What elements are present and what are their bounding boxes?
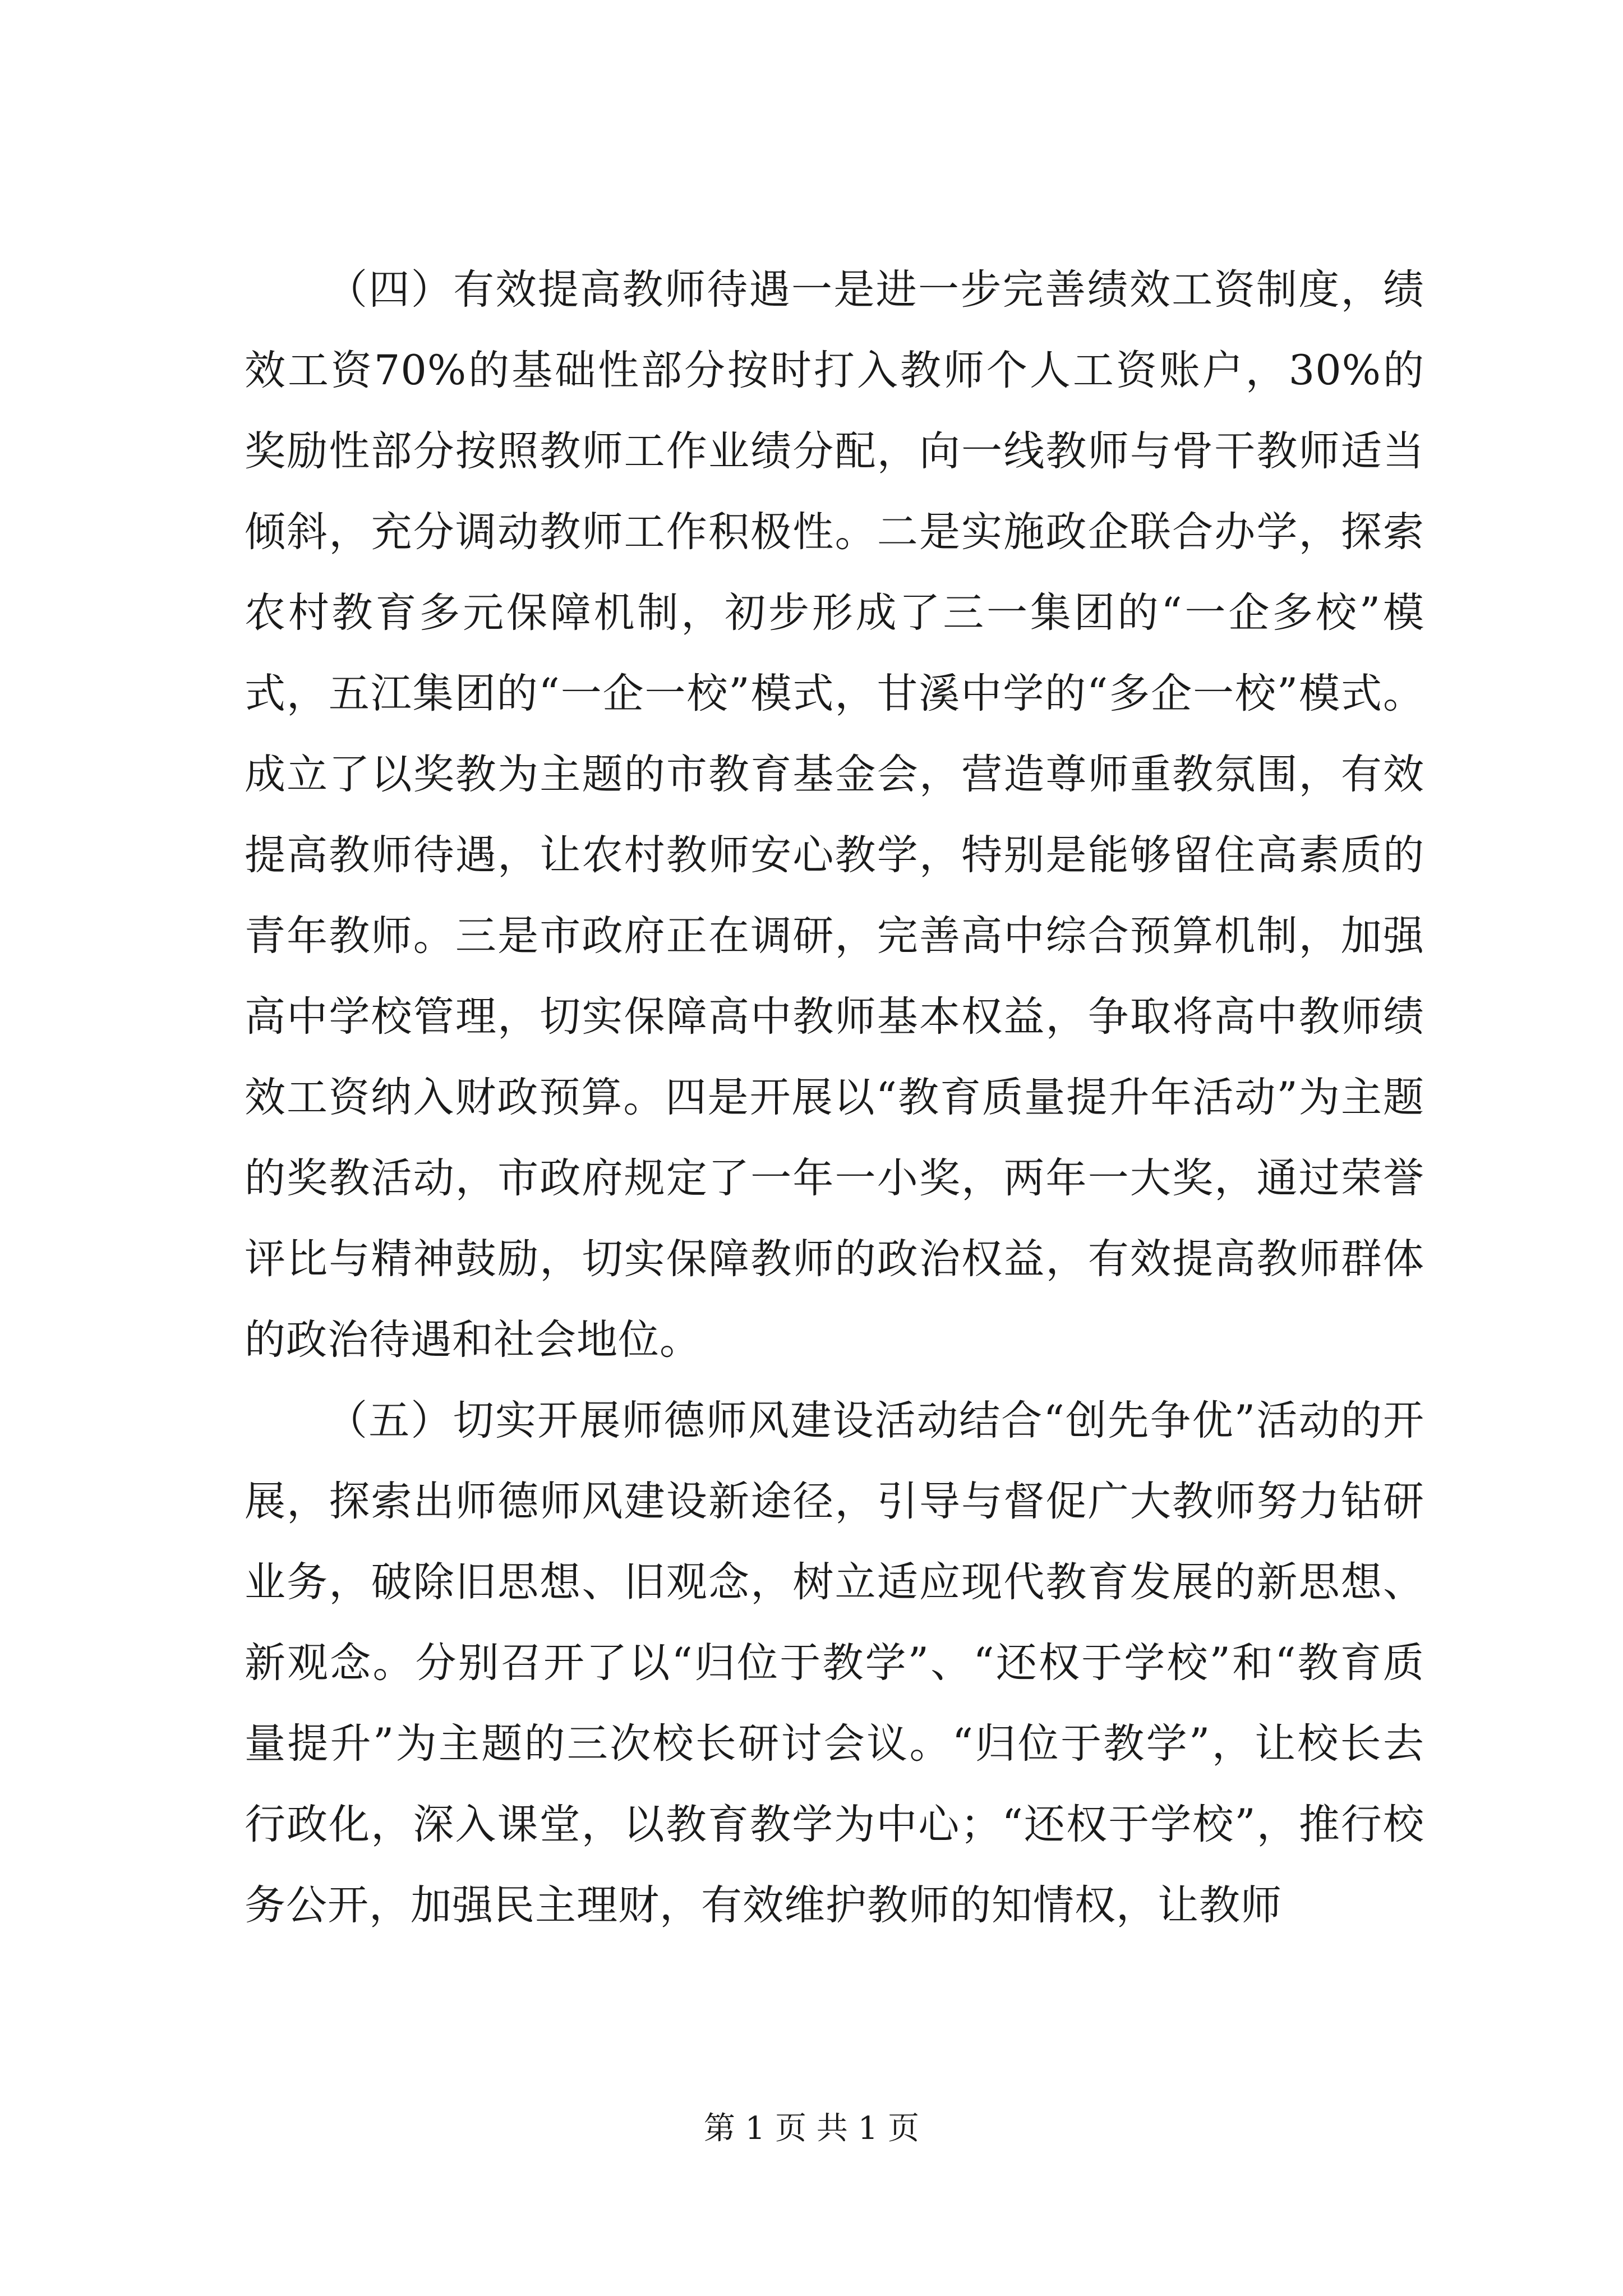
document-body — [245, 250, 1424, 1946]
page-number-footer: 第 1 页 共 1 页 — [703, 2110, 920, 2147]
paragraph-teacher-ethics: （五）切实开展师德师风建设活动结合“创先争优”活动的开展，探索出师德师风建设新途径，引导与督促广大教师努力钻研业务，破除旧思想、旧观念，树立适应现代教育发展的新思想、新观念。分别召开了以“归位于教学”、“还权于学校”和“教育质量提升”为主题的三次校长研讨会议。“归位于教学”，让校长去行政化，深入课堂，以教育教学为中心；“还权于学校”，推行校务公开，加强民主理财，有效维护教师的知情权，让教师 — [245, 1397, 1424, 1929]
paragraph-teacher-pay: （四）有效提高教师待遇一是进一步完善绩效工资制度，绩效工资70%的基础性部分按时打入教师个人工资账户，30%的奖励性部分按照教师工作业绩分配，向一线教师与骨干教师适当倾斜，充分调动教师工作积极性。二是实施政企联合办学，探索农村教育多元保障机制，初步形成了三一集团的“一企多校”模式，五江集团的“一企一校”模式，甘溪中学的“多企一校”模式。成立了以奖教为主题的市教育基金会，营造尊师重教氛围，有效提高教师待遇，让农村教师安心教学，特别是能够留住高素质的青年教师。三是市政府正在调研，完善高中综合预算机制，加强高中学校管理，切实保障高中教师基本权益，争取将高中教师绩效工资纳入财政预算。四是开展以“教育质量提升年活动”为主题的奖教活动，市政府规定了一年一小奖，两年一大奖，通过荣誉评比与精神鼓励，切实保障教师的政治权益，有效提高教师群体的政治待遇和社会地位。 — [245, 266, 1424, 1364]
